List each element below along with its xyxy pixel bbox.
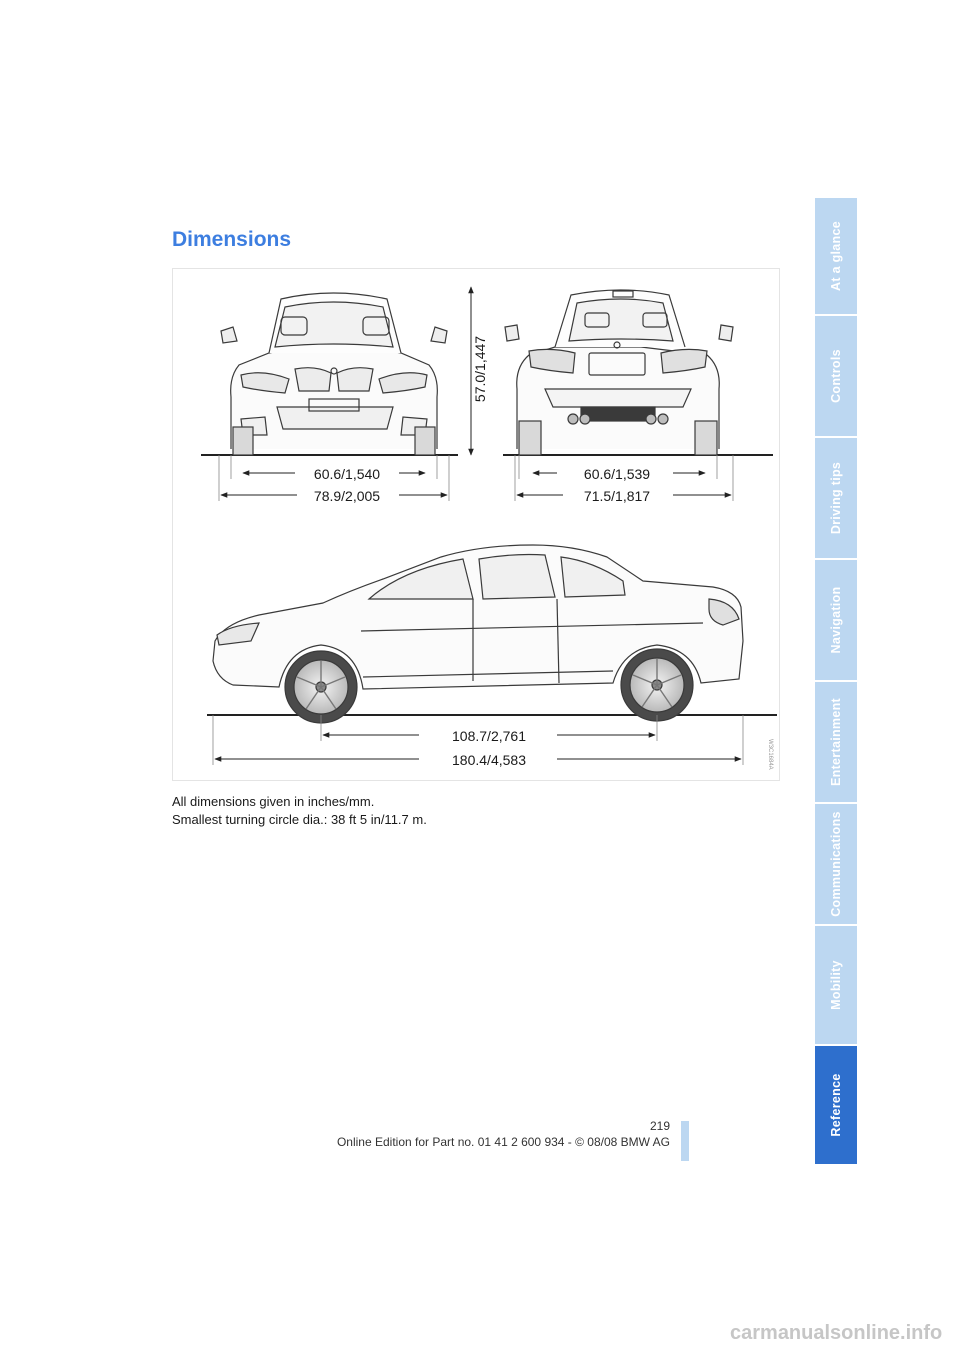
tab-controls[interactable]: [815, 316, 857, 438]
tab-label: Communications: [829, 811, 843, 917]
footer-edition: Online Edition for Part no. 01 41 2 600 934 - © 08/08 BMW AG: [336, 1135, 670, 1149]
chapter-tabs: [815, 198, 857, 1166]
tab-label: Entertainment: [829, 698, 843, 786]
tab-label: At a glance: [829, 221, 843, 291]
height-label: 57.0/1,447: [472, 335, 488, 403]
length-label: 180.4/4,583: [452, 752, 526, 768]
tab-entertainment[interactable]: [815, 682, 857, 804]
tab-communications[interactable]: [815, 804, 857, 926]
front-track-label: 60.6/1,540: [313, 466, 381, 482]
page-title: Dimensions: [172, 228, 292, 251]
tab-navigation[interactable]: [815, 560, 857, 682]
tab-label: Navigation: [829, 586, 843, 654]
tab-at-a-glance[interactable]: [815, 198, 857, 316]
tab-reference[interactable]: [815, 1046, 857, 1166]
tab-label: Driving tips: [829, 461, 843, 535]
footer-accent-bar: [681, 1121, 689, 1161]
front-width-label: 78.9/2,005: [313, 488, 381, 504]
caption-line-units: All dimensions given in inches/mm.: [172, 794, 375, 809]
image-code: W3C1684A: [767, 739, 773, 770]
wheelbase-label: 108.7/2,761: [452, 728, 526, 744]
tab-mobility[interactable]: [815, 926, 857, 1046]
rear-track-label: 60.6/1,539: [583, 466, 651, 482]
dimensions-figure: [172, 268, 780, 781]
tab-driving-tips[interactable]: [815, 438, 857, 560]
rear-width-label: 71.5/1,817: [583, 488, 651, 504]
caption: [172, 793, 427, 829]
tab-label: Controls: [829, 349, 843, 403]
car-dimension-drawing: [173, 269, 781, 782]
caption-line-turning-circle: Smallest turning circle dia.: 38 ft 5 in/11.7 m.: [172, 812, 427, 827]
tab-label: Reference: [829, 1073, 843, 1137]
tab-label: Mobility: [829, 960, 843, 1010]
page-number: 219: [649, 1119, 670, 1133]
watermark: carmanualsonline.info: [730, 1322, 943, 1344]
